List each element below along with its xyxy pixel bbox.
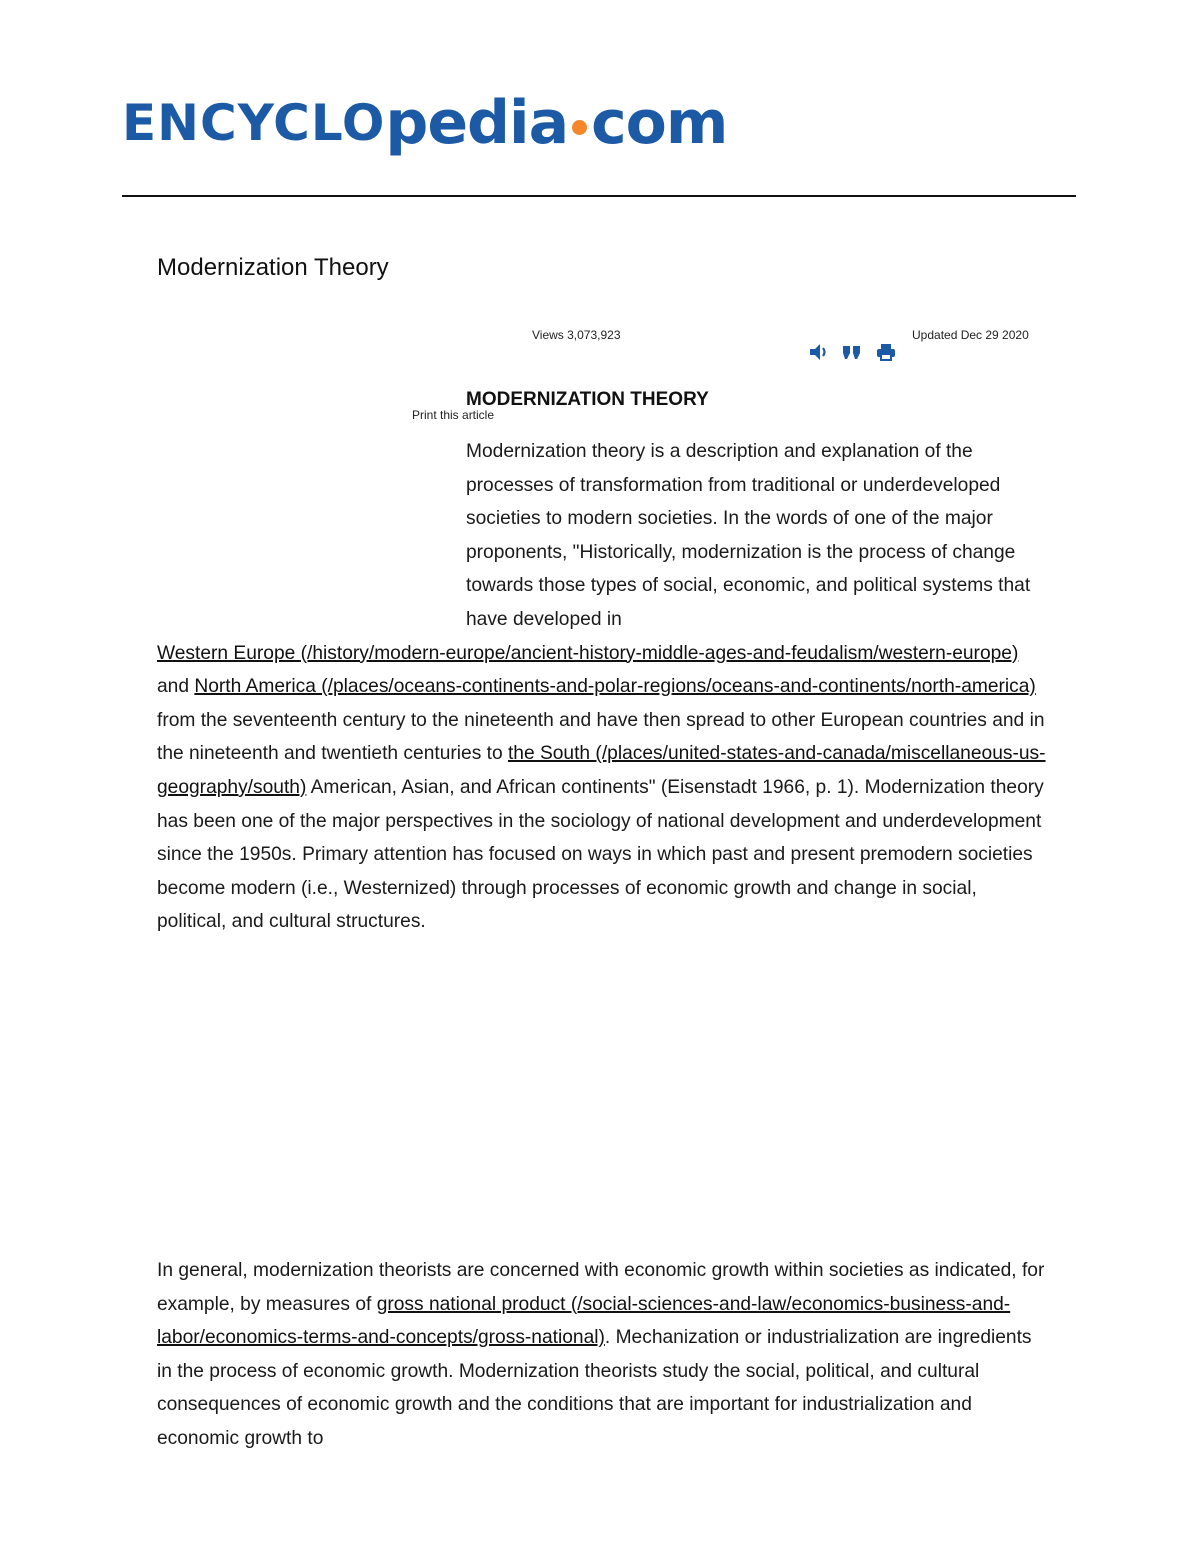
article-heading: MODERNIZATION THEORY (466, 389, 709, 410)
link-gross-national-product[interactable]: gross national product (/social-sciences-and-law/economics-business-and-labor/economics-terms-and-concepts/gross-national) (157, 1293, 1011, 1349)
paragraph-1-text-1: and (157, 676, 195, 698)
logo-domain-text: com (591, 88, 728, 158)
views-count: Views 3,073,923 (532, 328, 621, 342)
paragraph-2-text-1: In general, modernization theorists are concerned with economic growth within societies as indicated, for example, by measures of (157, 1260, 1045, 1315)
print-icon[interactable] (876, 342, 896, 362)
header-divider (122, 195, 1076, 197)
link-the-south[interactable]: the South (/places/united-states-and-canada/miscellaneous-us-geography/south) (157, 743, 1046, 798)
updated-date: Updated Dec 29 2020 (912, 328, 1029, 342)
link-north-america[interactable]: North America (/places/oceans-continents-and-polar-regions/oceans-and-continents/north-america) (194, 676, 1036, 698)
quote-icon[interactable] (842, 342, 862, 362)
link-western-europe[interactable]: Western Europe (/history/modern-europe/ancient-history-middle-ages-and-feudalism/western-europe) (157, 642, 1019, 664)
paragraph-2-text-2: . Mechanization or industrialization are ingredients in the process of economic growth. Modernization theorists study the social, political, and cultural consequences of economic growth and the conditions that are important for industrialization and economic growth to (157, 1327, 1032, 1449)
article-tools (808, 342, 896, 362)
page-title: Modernization Theory (157, 254, 389, 281)
paragraph-1-text-2: from the seventeenth century to the nineteenth and have then spread to other European countries and in the nineteenth and twentieth centuries to (157, 709, 1045, 765)
speaker-icon[interactable] (808, 342, 828, 362)
paragraph-1-intro: Modernization theory is a description and explanation of the processes of transformation from traditional or underdeveloped societies to modern societies. In the words of one of the major proponents, "Historically, modernization is the process of change towards those types of social, economic, and political systems that have developed in (466, 441, 1031, 630)
print-article-note: Print this article (412, 408, 495, 422)
encyclopedia-logo[interactable] (122, 88, 727, 158)
logo-lower-text: pedia (385, 88, 569, 158)
paragraph-1-text-3: American, Asian, and African continents" (Eisenstadt 1966, p. 1). Modernization theory has been one of the major perspectives in the sociology of national development and underdevelopment since the 1950s. Primary attention has focused on ways in which past and present premodern societies become modern (i.e., Westernized) through processes of economic growth and change in social, political, and cultural structures. (157, 776, 1044, 933)
paragraph-1 (157, 435, 1047, 939)
logo-dot (572, 120, 587, 135)
logo-caps-text: ENCYCLO (122, 94, 386, 152)
paragraph-2 (157, 1254, 1047, 1456)
